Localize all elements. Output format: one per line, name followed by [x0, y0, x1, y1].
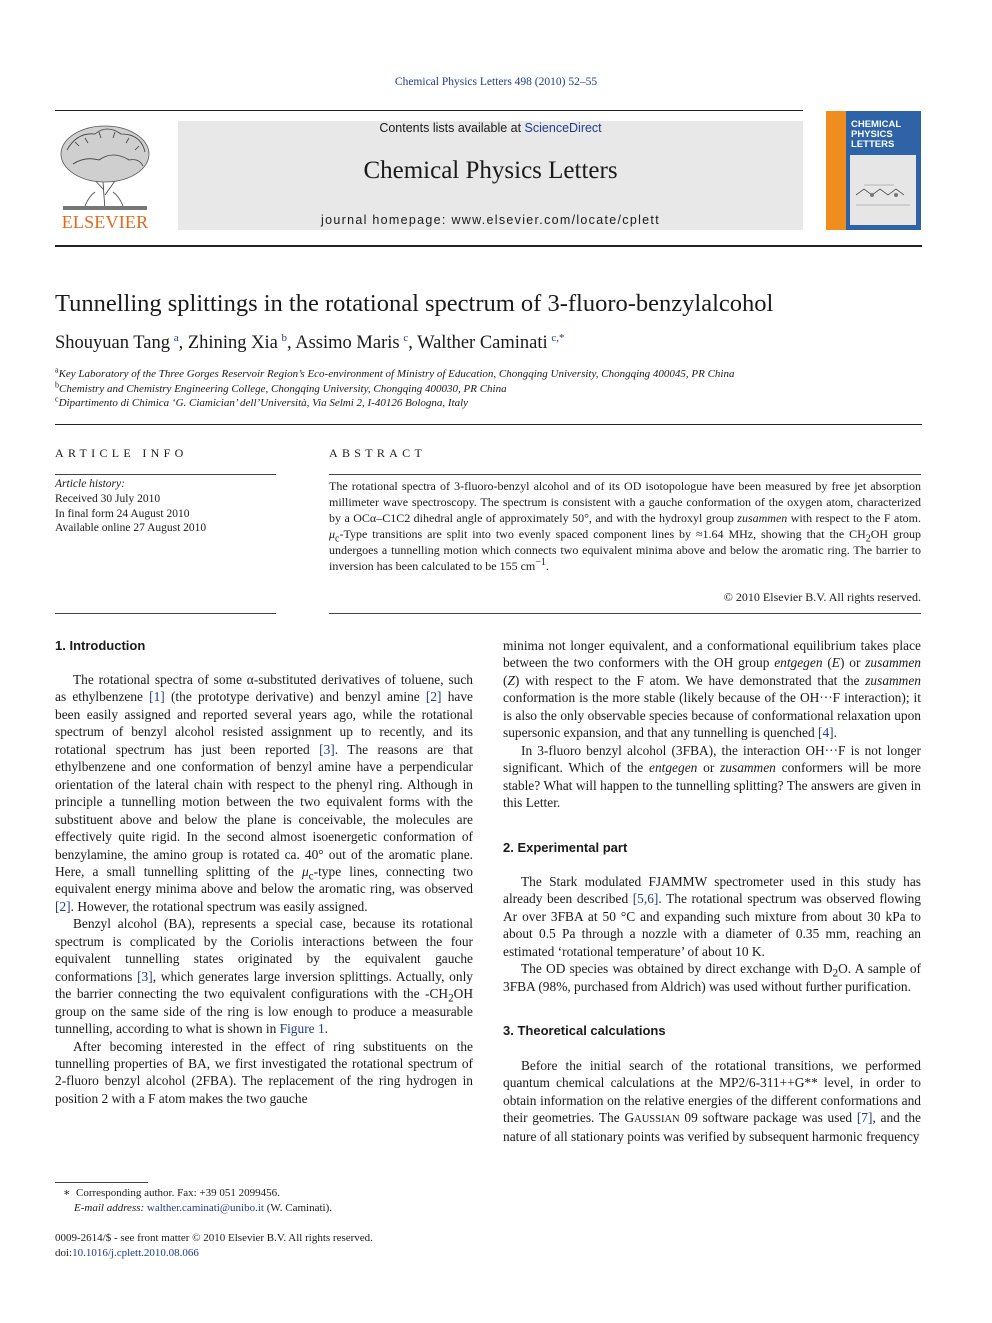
affiliation-rule — [55, 424, 922, 425]
journal-cover — [826, 111, 921, 230]
footnote-line — [55, 1201, 485, 1216]
affiliation-key: c — [55, 394, 59, 404]
corresponding-author-text: Corresponding author. Fax: +39 051 2099456. — [75, 1187, 280, 1199]
citation-link[interactable]: [3] — [319, 741, 335, 757]
citation-link[interactable]: [2] — [55, 898, 71, 914]
citation-link[interactable]: [3] — [137, 968, 153, 984]
cover-figure-icon — [850, 155, 916, 225]
author-name: Zhining Xia — [187, 333, 278, 353]
journal-reference[interactable]: Chemical Physics Letters 498 (2010) 52–55 — [394, 76, 598, 88]
contents-prefix: Contents lists available at — [379, 121, 525, 135]
author-name: Shouyuan Tang — [55, 333, 171, 353]
author-name: Walther Caminati — [417, 333, 548, 353]
affiliation-text: Dipartimento di Chimica ‘G. Ciamician’ dell’Università, Via Selmi 2, I-40126 Bologna, Italy — [58, 397, 469, 409]
masthead-bottom-rule — [55, 245, 922, 247]
abstract-rule — [329, 474, 921, 475]
doi-link[interactable]: 10.1016/j.cplett.2010.08.066 — [72, 1246, 199, 1259]
footnote-rule — [55, 1182, 148, 1183]
doi-line — [55, 1246, 485, 1261]
author-affiliation-marker[interactable]: a — [173, 331, 179, 344]
affiliation-key: b — [55, 379, 59, 389]
body-column-right — [503, 637, 921, 1146]
abstract-text: The rotational spectra of 3-fluoro-benzyl alcohol and of its OD isotopologue have been measured by free jet absorption millimeter wave spectroscopy. The spectrum is consistent with a gauche conformation of the oxygen atom, characterized by a OCα–C1C2 dihedral angle of approximately 50°, and with the hydroxyl group zusammen with respect to the F atom. $\mu_c$-Type transitions are split into two evenly spaced component lines by ≈1.64 MHz, showing that the $CH_2OH$ group undergoes a tunnelling motion which connects two equivalent minima above and below the aromatic ring. The barrier to inversion has been calculated to be 155 $cm^{-1}$. — [329, 479, 921, 573]
article-info-heading: ARTICLE INFO — [55, 446, 188, 460]
sciencedirect-link[interactable]: ScienceDirect — [524, 121, 602, 135]
affiliation — [55, 396, 935, 411]
body-paragraph: In 3-fluoro benzyl alcohol (3FBA), the interaction OH···F is not longer significant. Which of the entgegen or zusammen conformers will be more stable? What will happen to the tunnelling splitting? The answers are given in this Letter. — [503, 742, 921, 811]
elsevier-tree-icon — [55, 120, 155, 212]
elsevier-wordmark: ELSEVIER — [61, 212, 149, 232]
body-paragraph: After becoming interested in the effect of ring substituents on the tunnelling properties of BA, we first investigated the rotational spectrum of 2-fluoro benzyl alcohol (2FBA). The replacement of the ring hydrogen in position 2 with a F atom makes the two gauche — [55, 1038, 473, 1106]
figure-link[interactable]: Figure 1 — [279, 1021, 325, 1037]
body-paragraph: The Stark modulated FJAMMW spectrometer used in this study has already been described [5,6]. The rotational spectrum was observed flowing Ar over 3FBA at 50 °C and expanding such mixture from about 30 kPa to about 0.5 Pa through a nozzle with a diameter of 0.35 mm, reaching an estimated ‘rotational temperature’ of about 10 K. — [503, 873, 921, 959]
cover-title-line: LETTERS — [851, 139, 895, 150]
body-paragraph: minima not longer equivalent, and a conformational equilibrium takes place between the two conformers with the OH group entgegen (E) or zusammen (Z) with respect to the F atom. We have demonstrated that the zusammen conformation is the more stable (likely because of the OH···F interaction); it is also the only observable species because of conformational relaxation upon supersonic expansion, and that any tunnelling is quenched [4]. — [503, 638, 921, 741]
corresponding-author-footnote — [55, 1186, 485, 1215]
section-heading-experimental: 2. Experimental part — [503, 839, 628, 855]
article-title: Tunnelling splittings in the rotational spectrum of 3-fluoro-benzylalcohol — [55, 290, 774, 317]
article-info-rule — [55, 474, 276, 475]
footnote-line: ∗ Corresponding author. Fax: +39 051 2099456. — [63, 1187, 280, 1199]
elsevier-logo — [55, 120, 155, 232]
journal-masthead — [178, 121, 803, 230]
cover-title-line: PHYSICS — [851, 129, 893, 140]
history-online: Available online 27 August 2010 — [55, 522, 207, 535]
citation-link[interactable]: [1] — [149, 689, 165, 705]
email-suffix: (W. Caminati). — [266, 1201, 332, 1214]
author-affiliation-marker[interactable]: c,* — [551, 331, 565, 344]
email-link[interactable]: walther.caminati@unibo.it — [146, 1201, 264, 1214]
citation-link[interactable]: [5,6] — [632, 891, 659, 907]
cover-stripe — [826, 111, 846, 230]
abstract-copyright: © 2010 Elsevier B.V. All rights reserved. — [723, 590, 921, 604]
email-label: E-mail address: — [74, 1201, 145, 1214]
citation-link[interactable]: [2] — [425, 689, 442, 705]
contents-line — [178, 121, 803, 135]
affiliation-text: Chemistry and Chemistry Engineering College, Chongqing University, Chongqing 400030, PR China — [59, 382, 507, 395]
masthead-top-rule — [55, 110, 803, 111]
history-label: Article history: — [55, 478, 125, 490]
article-info-rule — [55, 613, 276, 614]
body-paragraph: Before the initial search of the rotational transitions, we performed quantum chemical calculations at the MP2/6-311++G** level, in order to obtain information on the relative energies of the different conformations and their geometries. The GAUSSIAN 09 software package was used [7], and the nature of all stationary points was verified by subsequent harmonic frequency — [503, 1057, 921, 1145]
body-column-left — [55, 638, 473, 1107]
cover-graphic — [850, 155, 916, 225]
author-list: Shouyuan Tang $^a$, Zhining Xia $^b$, Assimo Maris $^c$, Walther Caminati $^{c,*}$ — [55, 331, 565, 353]
affiliation — [55, 367, 935, 382]
page-footer — [55, 1231, 485, 1260]
journal-homepage[interactable]: journal homepage: www.elsevier.com/locate/cplett — [321, 213, 660, 227]
section-heading-introduction: 1. Introduction — [55, 638, 146, 653]
affiliation-text: Key Laboratory of the Three Gorges Reservoir Region’s Eco-environment of Ministry of Education, Chongqing University, Chongqing 400045, PR China — [58, 368, 735, 380]
abstract-heading: ABSTRACT — [329, 446, 427, 460]
body-paragraph: The rotational spectra of some α-substituted derivatives of toluene, such as ethylbenzene [1] (the prototype derivative) and benzyl amine [2] have been easily assigned and reported several years ago, while the rotational spectrum of benzyl alcohol resisted assignment up to recently, and its rotational spectrum has just been reported [3]. The reasons are that ethylbenzene and one conformation of benzyl amine have a perpendicular orientation of the lateral chain with respect to the phenyl ring. Although in principle a tunnelling motion between the two equivalent forms with the substituent above and below the plane is conceivable, the molecules are effectively quite rigid. In the second almost isoenergetic conformation of benzylamine, the amino group is rotated ca. 40° out of the aromatic plane. Here, a small tunnelling splitting of the $\mu_c$-type lines, connecting two equivalent energy minima above and below the aromatic ring, was observed [2]. However, the rotational spectrum was easily assigned. — [55, 672, 473, 914]
affiliation — [55, 379, 935, 397]
doi-prefix: doi: — [55, 1246, 73, 1259]
affiliation-key: a — [55, 365, 59, 375]
author-affiliation-marker[interactable]: b — [281, 331, 288, 344]
body-paragraph: The OD species was obtained by direct exchange with $D_2O$. A sample of 3FBA (98%, purchased from Aldrich) was used without further purification. — [503, 961, 922, 994]
cover-title — [851, 120, 901, 150]
author-affiliation-marker[interactable]: c — [403, 331, 409, 344]
history-received: Received 30 July 2010 — [55, 492, 161, 505]
issn-line: 0009-2614/$ - see front matter © 2010 Elsevier B.V. All rights reserved. — [55, 1232, 373, 1244]
history-final-form: In final form 24 August 2010 — [55, 507, 190, 520]
article-history — [55, 477, 206, 536]
affiliations — [55, 367, 935, 411]
citation-link[interactable]: [7] — [856, 1109, 873, 1125]
body-paragraph: Benzyl alcohol (BA), represents a special case, because its rotational spectrum is complicated by the Coriolis interactions between the four equivalent tunnelling states originated by the equivalent gauche conformations [3], which generates large inversion splittings. Actually, only the barrier connecting the two equivalent configurations with the $-CH_2OH$ group on the same side of the ring is low enough to produce a measurable tunnelling, according to what is shown in Figure 1. — [55, 916, 473, 1037]
masthead-journal-title: Chemical Physics Letters — [363, 157, 618, 184]
cover-title-line: CHEMICAL — [851, 119, 902, 130]
author-name: Assimo Maris — [295, 333, 400, 353]
abstract-rule — [329, 613, 921, 614]
citation-link[interactable]: [4] — [817, 725, 834, 741]
section-heading-theory: 3. Theoretical calculations — [503, 1023, 666, 1039]
